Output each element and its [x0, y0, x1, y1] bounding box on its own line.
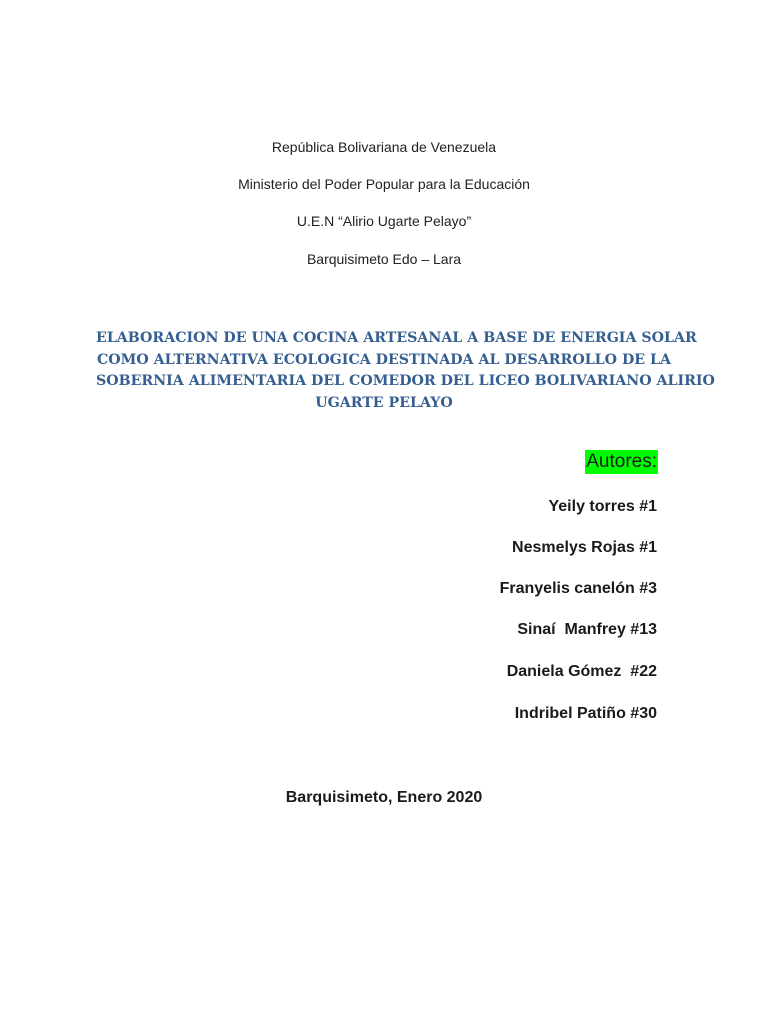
header-ministry: Ministerio del Poder Popular para la Educación	[238, 176, 530, 192]
title-line: UGARTE PELAYO	[315, 394, 453, 411]
place-date: Barquisimeto, Enero 2020	[285, 789, 483, 806]
header-school: U.E.N “Alirio Ugarte Pelayo”	[296, 213, 472, 229]
author-name: Yeily torres #1	[548, 498, 657, 515]
author-name: Nesmelys Rojas #1	[512, 539, 657, 556]
authors-heading: Autores:	[586, 451, 657, 472]
title-line: SOBERNIA ALIMENTARIA DEL COMEDOR DEL LICEO BOLIVARIANO ALIRIO	[96, 373, 715, 389]
author-name: Sinaí Manfrey #13	[517, 621, 657, 638]
document-title	[96, 328, 715, 414]
author-name: Daniela Gómez #22	[506, 663, 657, 680]
header-republic: República Bolivariana de Venezuela	[271, 139, 497, 155]
title-line: COMO ALTERNATIVA ECOLOGICA DESTINADA AL DESARROLLO DE LA	[97, 351, 671, 368]
title-line: ELABORACION DE UNA COCINA ARTESANAL A BASE DE ENERGIA SOLAR	[96, 330, 697, 346]
author-name: Indribel Patiño #30	[514, 705, 657, 722]
author-name: Franyelis canelón #3	[499, 580, 657, 597]
header-location: Barquisimeto Edo – Lara	[306, 251, 462, 267]
